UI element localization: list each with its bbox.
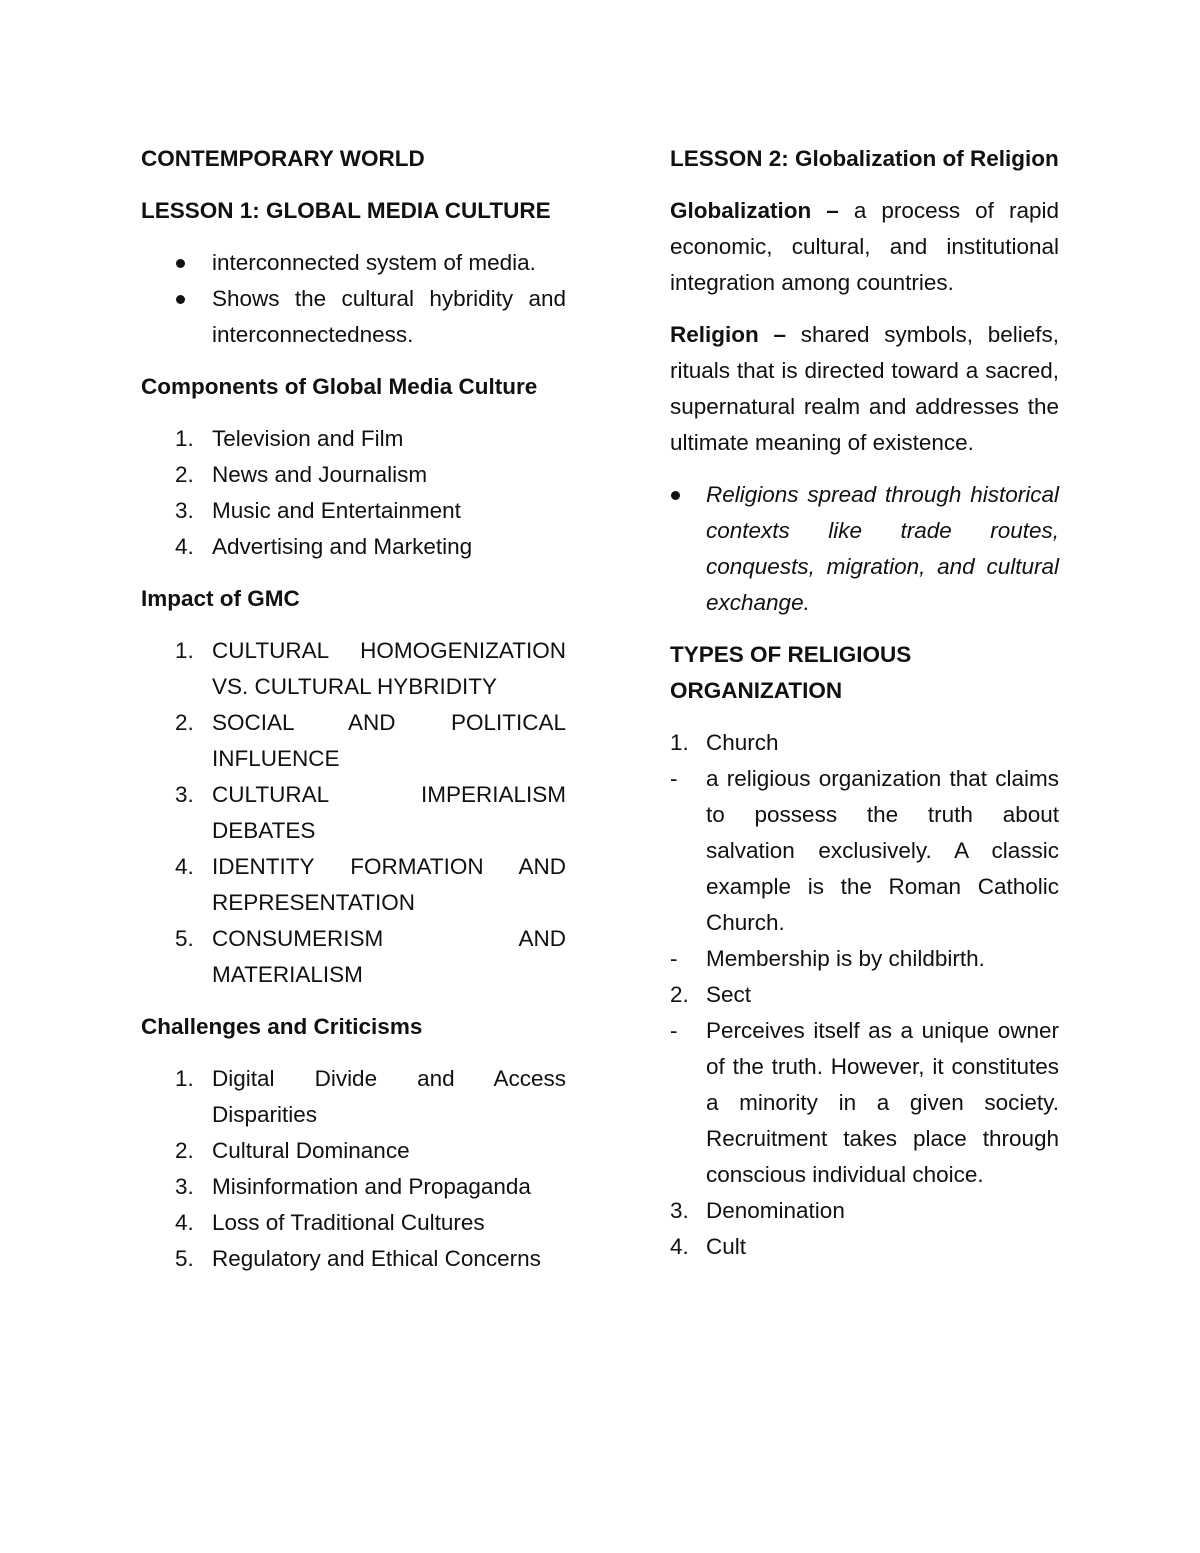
types-heading: TYPES OF RELIGIOUS ORGANIZATION: [670, 642, 912, 703]
types-list-end: [670, 1193, 1059, 1265]
right-column: [670, 141, 1059, 1265]
list-item: 1. Television and Film: [175, 426, 404, 451]
left-column: [141, 141, 566, 1277]
lesson1-heading: LESSON 1: GLOBAL MEDIA CULTURE: [141, 198, 551, 223]
list-item: 4. Loss of Traditional Cultures: [175, 1210, 485, 1235]
intro-bullet-list: [141, 245, 566, 353]
list-item: 1. Church: [670, 730, 779, 755]
list-item: 3. Denomination: [670, 1198, 845, 1223]
list-item: 2. Sect: [670, 982, 752, 1007]
list-item: - a religious organization that claims to possess the truth about salvation exclusively. A classic example is the Roman Catholic Church.: [670, 766, 1059, 935]
list-item: 3. Music and Entertainment: [175, 498, 461, 523]
list-item: 1. CULTURAL HOMOGENIZATION VS. CULTURAL HYBRIDITY: [175, 638, 566, 699]
globalization-term: Globalization –: [670, 198, 839, 223]
list-item: 4. Cult: [670, 1234, 747, 1259]
list-item: - Membership is by childbirth.: [670, 946, 985, 971]
spread-bullet-list: [670, 477, 1059, 621]
list-item: 2. SOCIAL AND POLITICAL INFLUENCE: [175, 710, 566, 771]
list-item: 2. Cultural Dominance: [175, 1138, 410, 1163]
challenges-list: [141, 1061, 566, 1277]
bullet-icon: [671, 491, 680, 500]
globalization-text: a process of rapid economic, cultural, and institutional integration among countries.: [670, 198, 1059, 295]
church-notes: [670, 761, 1059, 977]
list-item: 1. Digital Divide and Access Disparities: [175, 1066, 566, 1127]
list-item: 2. News and Journalism: [175, 462, 428, 487]
list-item: 5. CONSUMERISM AND MATERIALISM: [175, 926, 566, 987]
impact-list: [141, 633, 566, 993]
list-item: 3. Misinformation and Propaganda: [175, 1174, 531, 1199]
bullet-icon: [176, 259, 185, 268]
challenges-heading: Challenges and Criticisms: [141, 1014, 423, 1039]
list-item: - Perceives itself as a unique owner of the truth. However, it constitutes a minority in a given society. Recruitment takes place through conscious individual choice.: [670, 1018, 1059, 1187]
lesson2-heading: LESSON 2: Globalization of Religion: [670, 146, 1059, 171]
list-item: 4. IDENTITY FORMATION AND REPRESENTATION: [175, 854, 566, 915]
types-list-continued: [670, 977, 1059, 1013]
components-list: [141, 421, 566, 565]
globalization-definition: [670, 193, 1059, 301]
religion-text: shared symbols, beliefs, rituals that is directed toward a sacred, supernatural realm and addresses the ultimate meaning of existence.: [670, 322, 1059, 455]
document-title: CONTEMPORARY WORLD: [141, 146, 425, 171]
list-item: interconnected system of media.: [141, 245, 566, 281]
religion-definition: [670, 317, 1059, 461]
list-item: 5. Regulatory and Ethical Concerns: [175, 1246, 541, 1271]
religion-term: Religion –: [670, 322, 786, 347]
impact-heading: Impact of GMC: [141, 586, 300, 611]
list-item: Shows the cultural hybridity and interconnectedness.: [141, 281, 566, 353]
bullet-icon: [176, 295, 185, 304]
types-list: [670, 725, 1059, 761]
components-heading: Components of Global Media Culture: [141, 374, 538, 399]
list-item: 4. Advertising and Marketing: [175, 534, 473, 559]
list-item: 3. CULTURAL IMPERIALISM DEBATES: [175, 782, 566, 843]
sect-notes: [670, 1013, 1059, 1193]
list-item: Religions spread through historical contexts like trade routes, conquests, migration, and cultural exchange.: [670, 477, 1059, 621]
